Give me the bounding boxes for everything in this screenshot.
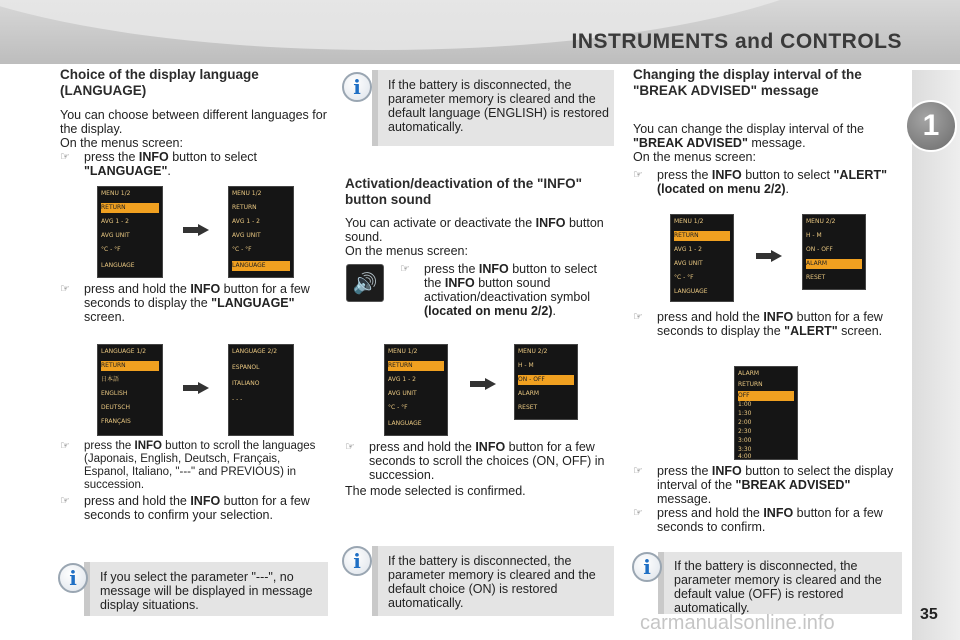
language-intro <box>60 108 328 150</box>
step-text: button to select the display interval of the <box>657 464 894 492</box>
step-text: press the <box>657 168 712 182</box>
info-box-battery-break <box>658 552 902 614</box>
screen-row: RETURN <box>232 204 257 211</box>
language-step-4 <box>60 494 328 522</box>
screen-alarm <box>734 366 798 460</box>
language-intro-text: You can choose between different languages for the display. <box>60 108 327 136</box>
alert-keyword: "ALERT" <box>784 324 838 338</box>
info-box-language <box>84 562 328 616</box>
screen-row: AVG UNIT <box>101 232 130 239</box>
screen-row: RETURN <box>674 231 730 241</box>
screen-row: LANGUAGE 1/2 <box>101 348 147 355</box>
screen-row: RETURN <box>101 361 159 371</box>
step-text: press and hold the <box>657 506 764 520</box>
screen-row: ALARM <box>806 259 862 269</box>
step-text: button to select <box>741 168 834 182</box>
screen-row: LANGUAGE <box>232 261 290 271</box>
step-text: press and hold the <box>84 282 191 296</box>
info-keyword: INFO <box>475 440 506 454</box>
step-text: button for a few seconds to confirm your selection. <box>84 494 310 522</box>
step-text: screen. <box>84 310 125 324</box>
info-keyword: INFO <box>711 168 742 182</box>
screen-row: H - M <box>806 232 822 239</box>
screen-row: OFF <box>738 391 794 401</box>
break-step-1 <box>633 168 903 196</box>
screen-menu-2-break <box>802 214 866 290</box>
screen-row: LANGUAGE 2/2 <box>232 348 278 355</box>
screen-row: RESET <box>518 404 538 411</box>
screen-row: FRANÇAIS <box>101 418 131 425</box>
screen-row: 4:00 <box>738 453 752 460</box>
break-step-4 <box>633 506 903 534</box>
screen-row: RETURN <box>101 203 159 213</box>
intro-text: You can change the display interval of the <box>633 122 864 136</box>
step-text: press the <box>424 262 479 276</box>
language-step-2 <box>60 282 328 324</box>
info-icon: i <box>58 563 88 593</box>
step-text: screen. <box>837 324 883 338</box>
step-text: press and hold the <box>84 494 191 508</box>
step-text: button for a few seconds to confirm. <box>657 506 883 534</box>
language-step-1 <box>60 150 328 178</box>
screen-row: H - M <box>518 362 534 369</box>
break-keyword: "BREAK ADVISED" <box>735 478 851 492</box>
step-text: press the <box>84 150 139 164</box>
info-box-text: If you select the parameter "---", no message will be displayed in message display situations. <box>100 570 313 612</box>
info-keyword: INFO <box>190 282 221 296</box>
info-box-battery-sound <box>372 546 614 616</box>
screen-row: AVG UNIT <box>388 390 417 397</box>
screen-row: AVG 1 - 2 <box>101 218 129 225</box>
screen-row: 1:00 <box>738 401 752 408</box>
step-text: . <box>552 304 556 318</box>
sound-step-1 <box>400 262 614 318</box>
screen-row: 2:30 <box>738 428 752 435</box>
screen-row: MENU 1/2 <box>101 190 131 197</box>
info-keyword: INFO <box>763 310 794 324</box>
info-icon: i <box>342 72 372 102</box>
chapter-number: 1 <box>905 100 957 152</box>
screen-menu-2-sound <box>514 344 578 420</box>
screen-row: LANGUAGE <box>674 288 708 295</box>
step-text: button for a few seconds to display the <box>657 310 883 338</box>
step-text: . <box>167 164 171 178</box>
screen-row: ALARM <box>518 390 540 397</box>
speaker-icon: 🔊 <box>346 264 384 302</box>
info-keyword: INFO <box>134 440 162 452</box>
screen-row: °C - °F <box>388 404 408 411</box>
step-text: . <box>785 182 789 196</box>
screen-row: MENU 2/2 <box>518 348 548 355</box>
screen-row: ALARM <box>738 370 760 377</box>
mode-confirmed-text: The mode selected is confirmed. <box>345 484 526 498</box>
info-box-battery-language <box>372 70 614 146</box>
screen-row: LANGUAGE <box>101 262 135 269</box>
info-box-text: If the battery is disconnected, the parameter memory is cleared and the default value (OFF) is restored automatically. <box>674 559 882 615</box>
screen-row: MENU 1/2 <box>232 190 262 197</box>
arrow-icon <box>183 382 209 394</box>
step-text: message. <box>657 492 712 506</box>
step-text: button to select the <box>424 262 598 290</box>
intro-text: button sound. <box>345 216 604 244</box>
screen-row: RETURN <box>388 361 444 371</box>
screen-row: 3:30 <box>738 446 752 453</box>
menu-location: (located on menu 2/2) <box>424 304 553 318</box>
info-keyword: INFO <box>711 464 742 478</box>
info-box-text: If the battery is disconnected, the parameter memory is cleared and the default choice (ON) is restored automatically. <box>388 554 596 610</box>
break-step-3 <box>633 464 903 506</box>
language-intro-screen: On the menus screen: <box>60 136 183 150</box>
screen-row: ON - OFF <box>806 246 833 253</box>
intro-text: On the menus screen: <box>633 150 756 164</box>
arrow-icon <box>470 378 496 390</box>
break-keyword: "BREAK ADVISED" <box>633 136 748 150</box>
info-keyword: INFO <box>763 506 794 520</box>
screen-language-2 <box>228 344 294 436</box>
info-keyword: INFO <box>444 276 475 290</box>
screen-row: ESPANOL <box>232 364 260 371</box>
screen-row: °C - °F <box>101 246 121 253</box>
page-header <box>0 0 960 64</box>
screen-row: AVG 1 - 2 <box>232 218 260 225</box>
screen-row: ON - OFF <box>518 375 574 385</box>
screen-menu-1-break <box>670 214 734 302</box>
info-keyword: INFO <box>190 494 221 508</box>
screen-row: 1:30 <box>738 410 752 417</box>
break-step-2 <box>633 310 903 338</box>
arrow-icon <box>183 224 209 236</box>
sound-step-2 <box>345 440 615 482</box>
intro-text: On the menus screen: <box>345 244 468 258</box>
screen-row: AVG 1 - 2 <box>388 376 416 383</box>
page-number: 35 <box>920 606 938 623</box>
step-text: press the <box>657 464 712 478</box>
screen-row: 日本語 <box>101 376 120 383</box>
step-text: press and hold the <box>369 440 476 454</box>
screen-row: DEUTSCH <box>101 404 130 411</box>
screen-row: LANGUAGE <box>388 420 422 427</box>
screen-row: RETURN <box>738 381 763 388</box>
step-text: button for a few seconds to display the <box>84 282 310 310</box>
screen-row: AVG UNIT <box>674 260 703 267</box>
info-keyword: INFO <box>138 150 169 164</box>
arrow-icon <box>756 250 782 262</box>
alert-keyword: "ALERT" (located on menu 2/2) <box>657 168 887 196</box>
screen-row: AVG UNIT <box>232 232 261 239</box>
watermark: carmanualsonline.info <box>640 612 835 634</box>
info-keyword: INFO <box>535 216 566 230</box>
screen-row: 3:00 <box>738 437 752 444</box>
screen-menu-1-sound <box>384 344 448 436</box>
language-keyword: "LANGUAGE" <box>211 296 295 310</box>
page-title: INSTRUMENTS and CONTROLS <box>571 30 902 53</box>
step-text: button sound activation/deactivation symbol <box>424 276 591 304</box>
language-step-3 <box>60 440 328 492</box>
screen-menu-1 <box>97 186 163 278</box>
screen-row: °C - °F <box>674 274 694 281</box>
screen-row: MENU 1/2 <box>388 348 418 355</box>
screen-row: RESET <box>806 274 826 281</box>
info-icon: i <box>632 552 662 582</box>
info-keyword: INFO <box>478 262 509 276</box>
step-text: press and hold the <box>657 310 764 324</box>
intro-text: You can activate or deactivate the <box>345 216 536 230</box>
screen-row: MENU 1/2 <box>674 218 704 225</box>
info-box-text: If the battery is disconnected, the parameter memory is cleared and the default language (ENGLISH) is restored automatically. <box>388 78 609 134</box>
chapter-side-tab <box>912 70 960 640</box>
step-text: press the <box>84 440 135 452</box>
sound-intro <box>345 216 613 258</box>
intro-text: message. <box>747 136 806 150</box>
screen-row: ENGLISH <box>101 390 128 397</box>
section-heading-sound: Activation/deactivation of the "INFO" button sound <box>345 176 583 207</box>
screen-row: °C - °F <box>232 246 252 253</box>
step-text: button for a few seconds to scroll the choices (ON, OFF) in succession. <box>369 440 605 482</box>
break-intro <box>633 122 903 164</box>
screen-row: AVG 1 - 2 <box>674 246 702 253</box>
section-heading-language: Choice of the display language (LANGUAGE) <box>60 67 259 98</box>
language-keyword: "LANGUAGE" <box>84 164 168 178</box>
screen-row: 2:00 <box>738 419 752 426</box>
info-icon: i <box>342 546 372 576</box>
section-heading-break: Changing the display interval of the "BREAK ADVISED" message <box>633 67 862 98</box>
screen-row: ITALIANO <box>232 380 260 387</box>
screen-menu-1-language-selected <box>228 186 294 278</box>
step-text: button to select <box>168 150 258 164</box>
step-text: button to scroll the languages (Japonais, English, Deutsch, Français, Espanol, Italiano, "---" and PREVIOUS) in succession. <box>84 440 316 491</box>
screen-row: MENU 2/2 <box>806 218 836 225</box>
screen-language-1 <box>97 344 163 436</box>
screen-row: - - - <box>232 396 243 403</box>
